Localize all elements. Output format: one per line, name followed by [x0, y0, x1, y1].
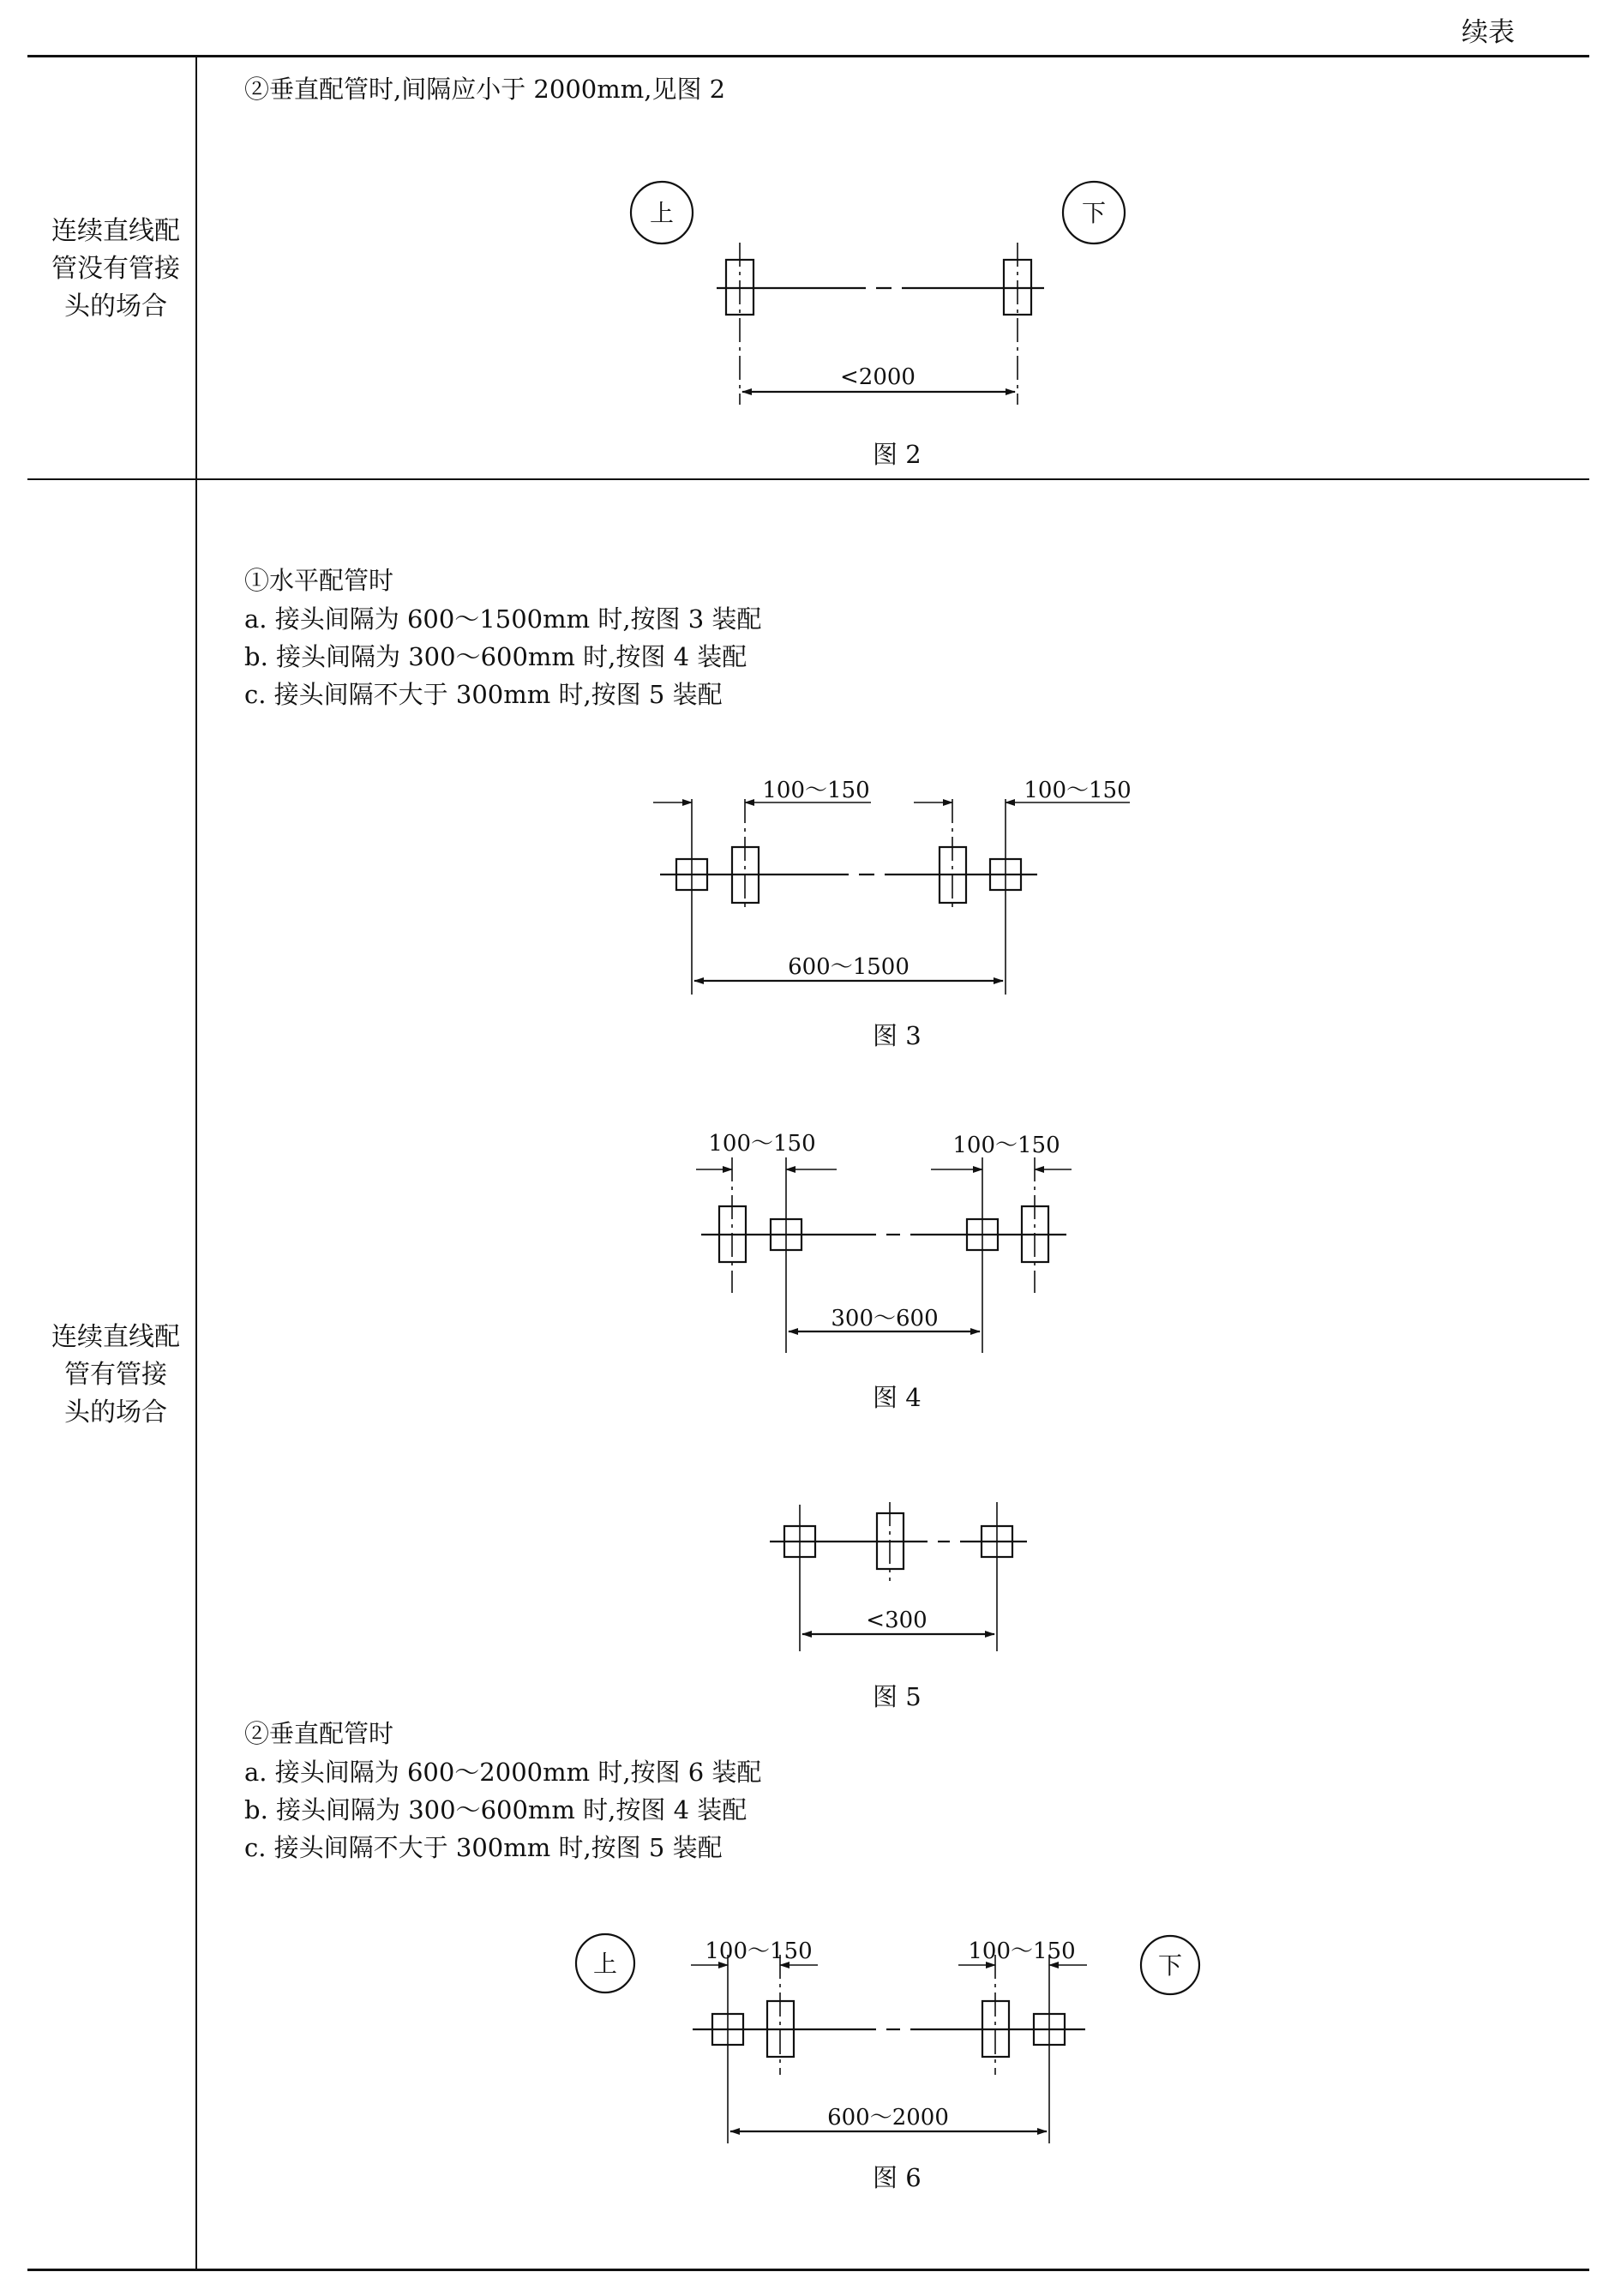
figure3-caption: 图 3	[873, 1021, 922, 1050]
figure2-dimension-label: <2000	[840, 364, 916, 390]
vertical-item-c: c. 接头间隔不大于 300mm 时,按图 5 装配	[244, 1833, 723, 1862]
up-label: 上	[592, 1950, 618, 1978]
down-label: 下	[1157, 1951, 1183, 1980]
horizontal-item-c: c. 接头间隔不大于 300mm 时,按图 5 装配	[244, 680, 723, 709]
row2-label-line: 头的场合	[64, 1397, 167, 1427]
vertical-item-b: b. 接头间隔为 300～600mm 时,按图 4 装配	[244, 1795, 747, 1824]
row1-label-line: 管没有管接	[51, 254, 180, 284]
figure4-dim-total-label: 300～600	[831, 1306, 939, 1331]
row1-label-line: 连续直线配	[51, 216, 180, 246]
continued-label: 续表	[1462, 17, 1515, 48]
figure6-dim-left-label: 100～150	[705, 1938, 813, 1964]
figure3-dim-right-label: 100～150	[1024, 778, 1132, 803]
horizontal-heading: ①水平配管时	[244, 566, 394, 595]
figure4-dim-left-label: 100～150	[708, 1131, 816, 1157]
horizontal-item-b: b. 接头间隔为 300～600mm 时,按图 4 装配	[244, 642, 747, 671]
figure5-dim-total-label: <300	[866, 1608, 928, 1633]
figure5-caption: 图 5	[873, 1682, 922, 1711]
row1-label-line: 头的场合	[64, 292, 167, 322]
figure6-caption: 图 6	[873, 2163, 922, 2192]
figure4-caption: 图 4	[873, 1383, 922, 1412]
horizontal-item-a: a. 接头间隔为 600～1500mm 时,按图 3 装配	[244, 604, 762, 634]
figure6-dim-right-label: 100～150	[968, 1938, 1076, 1964]
down-label: 下	[1081, 199, 1107, 227]
figure3-dim-total-label: 600～1500	[788, 954, 910, 980]
row2-label-line: 管有管接	[64, 1360, 167, 1390]
figure2-caption: 图 2	[873, 440, 922, 469]
figure6-dim-total-label: 600～2000	[827, 2105, 949, 2131]
figure4-dim-right-label: 100～150	[952, 1133, 1060, 1158]
row2-label-line: 连续直线配	[51, 1322, 180, 1352]
vertical-heading: ②垂直配管时	[244, 1719, 394, 1748]
vertical-item-a: a. 接头间隔为 600～2000mm 时,按图 6 装配	[244, 1758, 762, 1787]
up-label: 上	[649, 199, 675, 227]
row1-vertical-text: ②垂直配管时,间隔应小于 2000mm,见图 2	[244, 75, 726, 104]
figure3-dim-left-label: 100～150	[762, 778, 870, 803]
